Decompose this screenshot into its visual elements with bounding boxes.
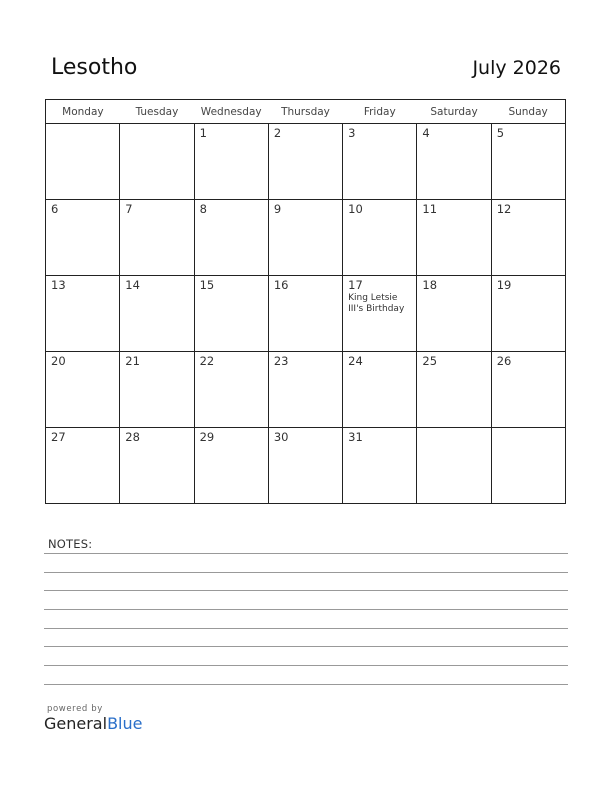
day-cell <box>491 124 565 200</box>
day-number: 10 <box>348 202 363 216</box>
day-cell <box>268 428 342 504</box>
day-number: 27 <box>51 430 66 444</box>
day-number: 12 <box>496 202 512 216</box>
day-cell <box>417 428 491 504</box>
weekday-header: Sunday <box>491 100 565 124</box>
day-number: 16 <box>273 278 289 292</box>
day-cell <box>417 352 491 428</box>
weekday-header: Friday <box>343 100 417 124</box>
day-cell <box>120 428 194 504</box>
note-line <box>44 572 568 573</box>
calendar-grid <box>45 99 566 504</box>
day-cell <box>343 276 417 352</box>
week-row <box>46 124 566 200</box>
day-cell <box>120 276 194 352</box>
day-number: 31 <box>348 430 363 444</box>
day-number: 15 <box>199 278 215 292</box>
day-number: 9 <box>273 202 282 216</box>
day-number: 3 <box>348 126 356 140</box>
powered-by-text: powered by <box>47 704 103 714</box>
day-number: 29 <box>199 430 215 444</box>
week-row <box>46 276 566 352</box>
day-number: 14 <box>125 278 140 292</box>
day-number: 20 <box>51 354 66 368</box>
weekday-header: Tuesday <box>120 100 194 124</box>
notes-label: NOTES: <box>48 537 93 551</box>
day-cell <box>120 352 194 428</box>
day-cell <box>194 352 268 428</box>
day-cell <box>417 124 491 200</box>
day-cell <box>417 200 491 276</box>
day-cell <box>491 352 565 428</box>
day-cell <box>46 276 120 352</box>
holiday-event: King Letsie III's Birthday <box>348 293 405 314</box>
day-number: 6 <box>51 202 59 216</box>
note-line <box>44 665 568 666</box>
month-year-title: July 2026 <box>472 57 561 79</box>
day-cell <box>46 200 120 276</box>
brand-general: General <box>44 714 108 733</box>
day-number: 21 <box>125 354 140 368</box>
day-cell <box>268 276 342 352</box>
week-row <box>46 352 566 428</box>
day-cell <box>194 276 268 352</box>
weekday-header: Saturday <box>417 100 491 124</box>
week-row <box>46 200 566 276</box>
day-number: 13 <box>51 278 66 292</box>
note-line <box>44 628 568 629</box>
day-number: 30 <box>273 430 289 444</box>
day-number: 26 <box>496 354 512 368</box>
day-number: 24 <box>348 354 363 368</box>
day-cell <box>268 200 342 276</box>
day-cell <box>194 428 268 504</box>
day-number: 11 <box>422 202 438 216</box>
day-cell <box>120 124 194 200</box>
day-number: 28 <box>125 430 140 444</box>
day-cell <box>194 124 268 200</box>
day-number: 7 <box>125 202 133 216</box>
day-cell <box>491 428 565 504</box>
day-cell <box>343 124 417 200</box>
weekday-header: Wednesday <box>194 100 268 124</box>
brand-logo <box>44 704 142 734</box>
day-cell <box>491 200 565 276</box>
note-line <box>44 590 568 591</box>
day-cell <box>46 124 120 200</box>
day-cell <box>417 276 491 352</box>
day-number: 25 <box>422 354 438 368</box>
week-row <box>46 428 566 504</box>
day-number: 8 <box>199 202 207 216</box>
day-number: 1 <box>199 126 207 140</box>
day-cell <box>491 276 565 352</box>
day-cell <box>343 428 417 504</box>
day-cell <box>46 352 120 428</box>
day-cell <box>46 428 120 504</box>
day-number: 2 <box>273 126 282 140</box>
day-cell <box>343 352 417 428</box>
weekday-header: Thursday <box>268 100 342 124</box>
day-number: 22 <box>199 354 215 368</box>
day-cell <box>268 352 342 428</box>
day-number: 4 <box>422 126 430 140</box>
brand-blue: Blue <box>107 714 143 733</box>
note-line <box>44 553 568 554</box>
day-cell <box>194 200 268 276</box>
note-line <box>44 609 568 610</box>
day-number: 5 <box>496 126 505 140</box>
brand-name <box>44 714 142 734</box>
day-number: 17 <box>348 278 363 292</box>
day-cell <box>343 200 417 276</box>
day-cell <box>120 200 194 276</box>
weekday-header-row <box>46 100 566 124</box>
country-title: Lesotho <box>51 55 138 80</box>
day-number: 19 <box>496 278 512 292</box>
weekday-header: Monday <box>46 100 120 124</box>
day-number: 23 <box>273 354 289 368</box>
day-cell <box>268 124 342 200</box>
note-line <box>44 684 568 685</box>
note-line <box>44 646 568 647</box>
day-number: 18 <box>422 278 438 292</box>
